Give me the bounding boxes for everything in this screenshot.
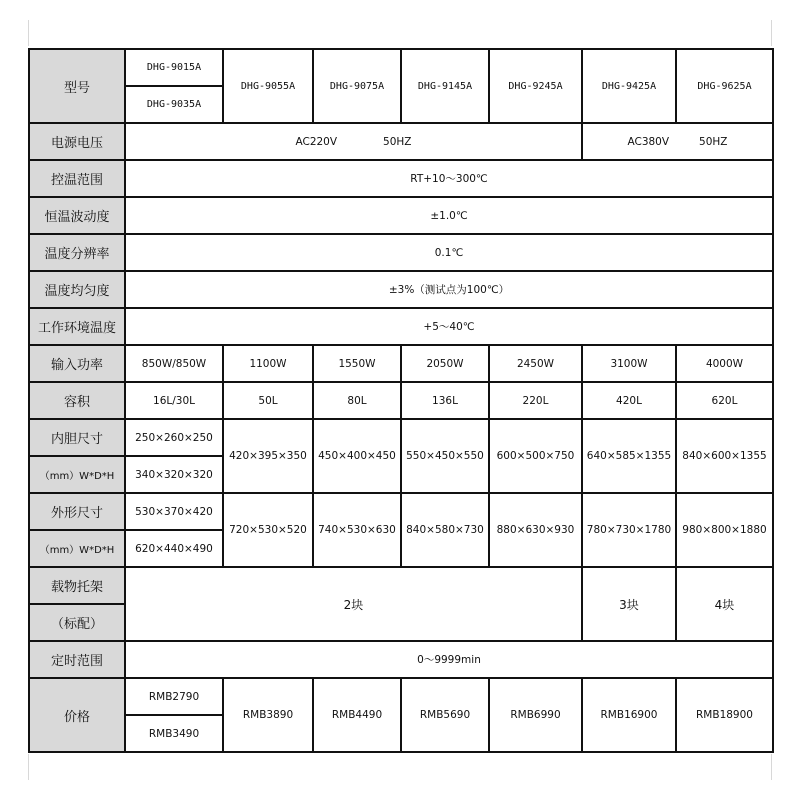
model-cell: DHG-9625A — [676, 49, 773, 123]
volume-cell: 420L — [582, 382, 676, 419]
volume-cell: 80L — [313, 382, 401, 419]
model-cell: DHG-9035A — [125, 86, 223, 123]
volume-cell: 220L — [489, 382, 582, 419]
price-cell: RMB5690 — [401, 678, 489, 752]
table-row — [29, 382, 773, 419]
inner-cell: 640×585×1355 — [582, 419, 676, 493]
price-cell: RMB3890 — [223, 678, 313, 752]
label-fluctuation: 恒温波动度 — [29, 197, 125, 234]
resolution-value: 0.1℃ — [125, 234, 773, 271]
table-row — [29, 271, 773, 308]
label-resolution: 温度分辨率 — [29, 234, 125, 271]
spec-table — [28, 48, 774, 753]
table-row — [29, 567, 773, 604]
table-row — [29, 345, 773, 382]
volume-cell: 50L — [223, 382, 313, 419]
table-row — [29, 678, 773, 715]
model-cell: DHG-9245A — [489, 49, 582, 123]
inner-cell: 550×450×550 — [401, 419, 489, 493]
timer-value: 0～9999min — [125, 641, 773, 678]
price-cell: RMB16900 — [582, 678, 676, 752]
label-timer: 定时范围 — [29, 641, 125, 678]
table-row — [29, 308, 773, 345]
model-cell: DHG-9015A — [125, 49, 223, 86]
outer-cell: 840×580×730 — [401, 493, 489, 567]
shelf-small-cell: 2块 — [125, 567, 582, 641]
label-inner-unit: （mm）W*D*H — [29, 456, 125, 493]
voltage-low-cell — [125, 123, 582, 160]
label-voltage: 电源电压 — [29, 123, 125, 160]
shelf-cell: 3块 — [582, 567, 676, 641]
inner-cell: 250×260×250 — [125, 419, 223, 456]
temp-range-value: RT+10～300℃ — [125, 160, 773, 197]
fluctuation-value: ±1.0℃ — [125, 197, 773, 234]
model-cell: DHG-9075A — [313, 49, 401, 123]
label-power: 输入功率 — [29, 345, 125, 382]
table-row — [29, 234, 773, 271]
voltage-low-hz: 50HZ — [383, 135, 412, 148]
table-row — [29, 49, 773, 86]
inner-cell: 340×320×320 — [125, 456, 223, 493]
volume-cell: 620L — [676, 382, 773, 419]
volume-cell: 136L — [401, 382, 489, 419]
spec-sheet — [28, 48, 772, 752]
price-cell: RMB2790 — [125, 678, 223, 715]
model-cell: DHG-9055A — [223, 49, 313, 123]
power-cell: 850W/850W — [125, 345, 223, 382]
power-cell: 1550W — [313, 345, 401, 382]
label-uniformity: 温度均匀度 — [29, 271, 125, 308]
voltage-low-v: AC220V — [295, 135, 338, 148]
table-row — [29, 160, 773, 197]
outer-cell: 780×730×1780 — [582, 493, 676, 567]
model-cell: DHG-9425A — [582, 49, 676, 123]
label-model: 型号 — [29, 49, 125, 123]
label-ambient: 工作环境温度 — [29, 308, 125, 345]
label-inner-size: 内胆尺寸 — [29, 419, 125, 456]
inner-cell: 420×395×350 — [223, 419, 313, 493]
price-cell: RMB6990 — [489, 678, 582, 752]
inner-cell: 450×400×450 — [313, 419, 401, 493]
label-outer-unit: （mm）W*D*H — [29, 530, 125, 567]
power-cell: 2450W — [489, 345, 582, 382]
outer-cell: 720×530×520 — [223, 493, 313, 567]
inner-cell: 840×600×1355 — [676, 419, 773, 493]
voltage-high-v: AC380V — [627, 135, 670, 148]
power-cell: 2050W — [401, 345, 489, 382]
table-row — [29, 419, 773, 456]
table-row — [29, 197, 773, 234]
price-cell: RMB4490 — [313, 678, 401, 752]
outer-cell: 530×370×420 — [125, 493, 223, 530]
label-temp-range: 控温范围 — [29, 160, 125, 197]
ambient-value: +5～40℃ — [125, 308, 773, 345]
label-price: 价格 — [29, 678, 125, 752]
price-cell: RMB18900 — [676, 678, 773, 752]
inner-cell: 600×500×750 — [489, 419, 582, 493]
outer-cell: 740×530×630 — [313, 493, 401, 567]
table-row — [29, 641, 773, 678]
label-shelf-note: （标配） — [29, 604, 125, 641]
outer-cell: 880×630×930 — [489, 493, 582, 567]
label-volume: 容积 — [29, 382, 125, 419]
model-cell: DHG-9145A — [401, 49, 489, 123]
price-cell: RMB3490 — [125, 715, 223, 752]
label-shelf: 载物托架 — [29, 567, 125, 604]
voltage-high-cell — [582, 123, 773, 160]
outer-cell: 620×440×490 — [125, 530, 223, 567]
outer-cell: 980×800×1880 — [676, 493, 773, 567]
power-cell: 4000W — [676, 345, 773, 382]
table-row — [29, 123, 773, 160]
uniformity-value: ±3%（测试点为100℃） — [125, 271, 773, 308]
label-outer-size: 外形尺寸 — [29, 493, 125, 530]
table-row — [29, 493, 773, 530]
voltage-high-hz: 50HZ — [699, 135, 728, 148]
power-cell: 1100W — [223, 345, 313, 382]
power-cell: 3100W — [582, 345, 676, 382]
volume-cell: 16L/30L — [125, 382, 223, 419]
shelf-cell: 4块 — [676, 567, 773, 641]
